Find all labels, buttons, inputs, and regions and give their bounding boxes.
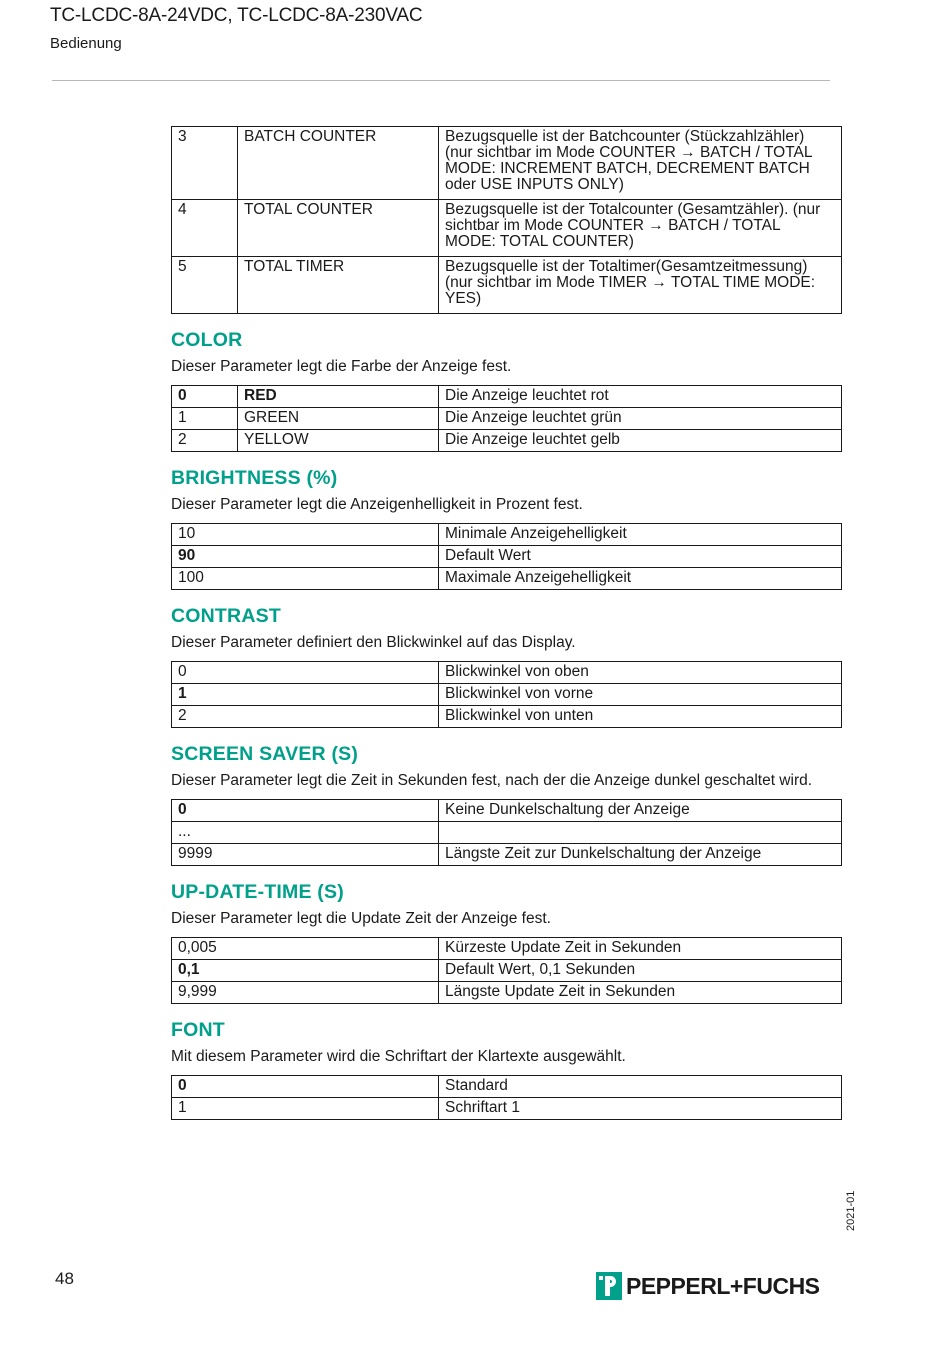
table-cell: Blickwinkel von unten	[439, 706, 842, 728]
table-cell: Längste Update Zeit in Sekunden	[439, 982, 842, 1004]
table-row	[172, 524, 842, 546]
table-cell: 9,999	[172, 982, 439, 1004]
table-cell: 1	[172, 684, 439, 706]
page-number: 48	[55, 1269, 74, 1288]
table-cell: 5	[172, 257, 238, 314]
screensaver-description: Dieser Parameter legt die Zeit in Sekunden fest, nach der die Anzeige dunkel geschaltet wird.	[171, 772, 813, 789]
color-description: Dieser Parameter legt die Farbe der Anzeige fest.	[171, 358, 512, 375]
table-cell: Bezugsquelle ist der Totaltimer(Gesamtzeitmessung) (nur sichtbar im Mode TIMER → TOTAL TIME MODE: YES)	[439, 257, 842, 314]
table-cell: 1	[172, 408, 238, 430]
table-cell: 0,1	[172, 960, 439, 982]
main-content	[171, 126, 841, 1120]
table-row	[172, 960, 842, 982]
table-cell: TOTAL COUNTER	[238, 200, 439, 257]
contrast-heading: CONTRAST	[171, 605, 281, 627]
source-table	[171, 126, 842, 314]
table-row	[172, 568, 842, 590]
font-section	[171, 1018, 841, 1120]
table-cell: GREEN	[238, 408, 439, 430]
table-cell: 0	[172, 662, 439, 684]
table-cell: 0	[172, 386, 238, 408]
updatetime-table	[171, 937, 842, 1004]
table-cell: Die Anzeige leuchtet grün	[439, 408, 842, 430]
screensaver-table	[171, 799, 842, 866]
updatetime-description: Dieser Parameter legt die Update Zeit der Anzeige fest.	[171, 910, 551, 927]
screensaver-section	[171, 742, 841, 866]
document-title: TC-LCDC-8A-24VDC, TC-LCDC-8A-230VAC	[50, 5, 423, 26]
updatetime-heading: UP-DATE-TIME (S)	[171, 881, 344, 903]
color-heading: COLOR	[171, 329, 243, 351]
table-cell: 90	[172, 546, 439, 568]
table-cell: 2	[172, 430, 238, 452]
contrast-table	[171, 661, 842, 728]
table-cell: 1	[172, 1098, 439, 1120]
table-cell: 10	[172, 524, 439, 546]
table-cell: TOTAL TIMER	[238, 257, 439, 314]
table-cell: 0	[172, 1076, 439, 1098]
table-cell: YELLOW	[238, 430, 439, 452]
brightness-heading: BRIGHTNESS (%)	[171, 467, 338, 489]
brightness-section	[171, 466, 841, 590]
table-row	[172, 257, 842, 314]
table-cell: 0,005	[172, 938, 439, 960]
company-logo	[596, 1272, 820, 1300]
table-cell: ...	[172, 822, 439, 844]
table-cell: 2	[172, 706, 439, 728]
screensaver-heading: SCREEN SAVER (S)	[171, 743, 359, 765]
table-cell: Standard	[439, 1076, 842, 1098]
header-divider	[52, 80, 830, 81]
font-description: Mit diesem Parameter wird die Schriftart der Klartexte ausgewählt.	[171, 1048, 626, 1065]
table-row	[172, 1076, 842, 1098]
table-cell: Die Anzeige leuchtet gelb	[439, 430, 842, 452]
table-cell: Default Wert, 0,1 Sekunden	[439, 960, 842, 982]
table-row	[172, 706, 842, 728]
brightness-table	[171, 523, 842, 590]
table-row	[172, 822, 842, 844]
table-row	[172, 546, 842, 568]
table-cell: Bezugsquelle ist der Batchcounter (Stückzahlzähler) (nur sichtbar im Mode COUNTER → BATCH / TOTAL MODE: INCREMENT BATCH, DECREMENT BATCH oder USE INPUTS ONLY)	[439, 127, 842, 200]
table-row	[172, 1098, 842, 1120]
table-row	[172, 938, 842, 960]
table-cell: Keine Dunkelschaltung der Anzeige	[439, 800, 842, 822]
table-row	[172, 430, 842, 452]
table-row	[172, 982, 842, 1004]
table-row	[172, 386, 842, 408]
table-cell: 100	[172, 568, 439, 590]
table-cell: Bezugsquelle ist der Totalcounter (Gesamtzähler). (nur sichtbar im Mode COUNTER → BATCH / TOTAL MODE: TOTAL COUNTER)	[439, 200, 842, 257]
table-row	[172, 408, 842, 430]
table-row	[172, 662, 842, 684]
table-cell: 4	[172, 200, 238, 257]
contrast-section	[171, 604, 841, 728]
table-row	[172, 844, 842, 866]
color-table	[171, 385, 842, 452]
table-cell: Kürzeste Update Zeit in Sekunden	[439, 938, 842, 960]
color-section	[171, 328, 841, 452]
revision-date: 2021-01	[845, 1190, 857, 1231]
table-cell: 9999	[172, 844, 439, 866]
section-subtitle: Bedienung	[50, 35, 122, 52]
pf-logo-icon	[596, 1272, 622, 1300]
logo-text: PEPPERL+FUCHS	[626, 1272, 820, 1299]
table-cell: 0	[172, 800, 439, 822]
table-row	[172, 800, 842, 822]
table-cell: Blickwinkel von vorne	[439, 684, 842, 706]
font-heading: FONT	[171, 1019, 225, 1041]
table-cell: Minimale Anzeigehelligkeit	[439, 524, 842, 546]
table-row	[172, 200, 842, 257]
table-cell: BATCH COUNTER	[238, 127, 439, 200]
table-cell: Schriftart 1	[439, 1098, 842, 1120]
table-cell: Default Wert	[439, 546, 842, 568]
table-row	[172, 127, 842, 200]
table-cell: Blickwinkel von oben	[439, 662, 842, 684]
table-cell: Maximale Anzeigehelligkeit	[439, 568, 842, 590]
table-cell: RED	[238, 386, 439, 408]
table-row	[172, 684, 842, 706]
font-table	[171, 1075, 842, 1120]
table-cell	[439, 822, 842, 844]
updatetime-section	[171, 880, 841, 1004]
table-cell: Die Anzeige leuchtet rot	[439, 386, 842, 408]
brightness-description: Dieser Parameter legt die Anzeigenhelligkeit in Prozent fest.	[171, 496, 583, 513]
table-cell: Längste Zeit zur Dunkelschaltung der Anzeige	[439, 844, 842, 866]
contrast-description: Dieser Parameter definiert den Blickwinkel auf das Display.	[171, 634, 576, 651]
table-cell: 3	[172, 127, 238, 200]
